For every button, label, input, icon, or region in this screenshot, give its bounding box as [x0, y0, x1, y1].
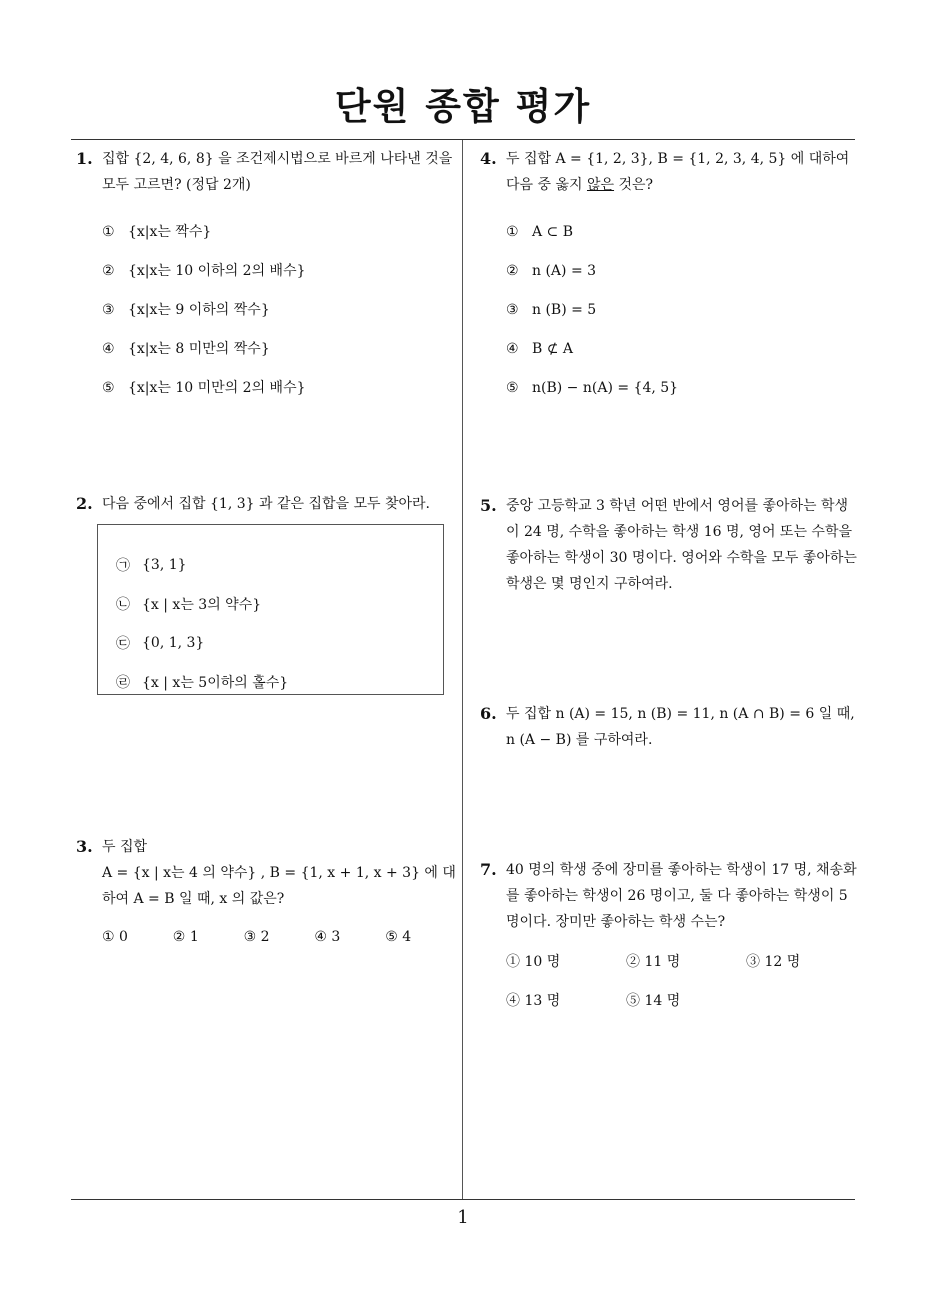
option[interactable]: [116, 623, 443, 662]
option[interactable]: [746, 949, 866, 975]
option-text: 13 명: [524, 993, 561, 1009]
option[interactable]: [102, 290, 456, 329]
question-text-continued: n (A − B) 를 구하여라.: [506, 732, 653, 748]
option[interactable]: [385, 924, 456, 950]
option-mark: ⑤: [506, 379, 519, 396]
question-number: 2.: [76, 494, 93, 513]
option-mark: ⑤: [102, 379, 115, 396]
option-text: {x | x는 3의 약수}: [142, 596, 262, 613]
page-title: 단원 종합 평가: [334, 85, 592, 128]
option[interactable]: [116, 662, 443, 701]
choice-box: [97, 524, 444, 695]
question-number: 5.: [480, 496, 497, 515]
option-mark: ③: [102, 301, 115, 318]
option[interactable]: [173, 924, 244, 950]
option-text: A ⊂ B: [532, 223, 574, 240]
option-mark: ①: [506, 223, 519, 240]
option-mark: ④: [102, 340, 115, 357]
option-mark: ③: [506, 301, 519, 318]
question-number: 1.: [76, 149, 93, 168]
option[interactable]: [102, 368, 456, 407]
option-mark: ㉠: [116, 557, 130, 574]
option[interactable]: [506, 251, 860, 290]
question-2: [76, 491, 456, 517]
option[interactable]: [626, 988, 746, 1014]
option-text: {x|x는 짝수}: [128, 223, 212, 240]
option-text: 10 명: [524, 954, 561, 970]
question-1: [76, 146, 456, 407]
option-text: {x|x는 10 이하의 2의 배수}: [128, 262, 306, 279]
option-text: 0: [119, 929, 128, 945]
question-3: [76, 834, 456, 950]
text-part: 것은?: [614, 177, 654, 193]
option-text: 12 명: [764, 954, 801, 970]
option[interactable]: [506, 988, 626, 1014]
question-4: [480, 146, 860, 407]
question-7: [480, 857, 860, 1014]
option-list: [480, 212, 860, 407]
option[interactable]: [506, 329, 860, 368]
underlined-word: 않은: [586, 177, 615, 193]
question-number: 4.: [480, 149, 497, 168]
option-text: 2: [260, 929, 270, 945]
question-6: [480, 701, 860, 753]
option-mark: ④: [314, 929, 327, 945]
option-mark: ②: [172, 929, 186, 945]
question-text: 다음 중에서 집합 {1, 3} 과 같은 집합을 모두 찾아라.: [102, 496, 431, 512]
question-text: 40 명의 학생 중에 장미를 좋아하는 학생이 17 명, 채송화를 좋아하는 학생이 26 명이고, 둘 다 좋아하는 학생이 5 명이다. 장미만 좋아하는 학생 수는?: [506, 862, 857, 930]
option-text: {0, 1, 3}: [142, 634, 205, 651]
question-text: 집합 {2, 4, 6, 8} 을 조건제시법으로 바르게 나타낸 것을 모두 고르면? (정답 2개): [102, 151, 453, 193]
page-number: 1: [457, 1207, 469, 1228]
question-number: 7.: [480, 860, 497, 879]
option-text: 4: [402, 929, 412, 945]
option-text: {x | x는 5이하의 홀수}: [142, 674, 289, 691]
option[interactable]: [506, 949, 626, 975]
option-mark: ③: [746, 954, 760, 970]
question-number: 6.: [480, 704, 497, 723]
option[interactable]: [244, 924, 315, 950]
option-text: n (B) = 5: [532, 301, 597, 318]
option[interactable]: [506, 212, 860, 251]
top-rule: [71, 139, 855, 140]
option-mark: ㉣: [116, 674, 130, 691]
question-text: 두 집합 n (A) = 15, n (B) = 11, n (A ∩ B) = 6 일 때,: [506, 706, 855, 722]
option-mark: ④: [506, 340, 519, 357]
option[interactable]: [626, 949, 746, 975]
option[interactable]: [116, 584, 443, 623]
question-text-continued: [480, 172, 860, 198]
column-divider: [462, 140, 463, 1200]
option-mark: ②: [102, 262, 115, 279]
option-text: n (A) = 3: [532, 262, 597, 279]
option[interactable]: [102, 212, 456, 251]
option-text: B ⊄ A: [532, 340, 574, 357]
option[interactable]: [506, 368, 860, 407]
option-mark: ④: [506, 993, 520, 1009]
option-mark: ①: [102, 929, 115, 945]
option-text: {3, 1}: [142, 556, 187, 573]
bottom-rule: [71, 1199, 855, 1200]
option-mark: ㉢: [116, 635, 130, 652]
option-mark: ③: [243, 929, 257, 945]
option[interactable]: [102, 924, 173, 950]
option-list: [76, 212, 456, 407]
question-text: 중앙 고등학교 3 학년 어떤 반에서 영어를 좋아하는 학생이 24 명, 수학을 좋아하는 학생 16 명, 영어 또는 수학을 좋아하는 학생이 30 명이다. 영어와 수학을 모두 좋아하는 학생은 몇 명인지 구하여라.: [506, 498, 857, 592]
text-part: 다음 중 옳지: [506, 177, 587, 193]
question-text: 두 집합: [102, 839, 148, 855]
option[interactable]: [506, 290, 860, 329]
option-list: [480, 949, 860, 1014]
option-text: {x|x는 10 미만의 2의 배수}: [128, 379, 306, 396]
option-text: 14 명: [644, 993, 681, 1009]
question-number: 3.: [76, 837, 93, 856]
option-mark: ①: [102, 223, 115, 240]
option-mark: ①: [506, 954, 520, 970]
option-text: 11 명: [644, 954, 681, 970]
option-text: {x|x는 9 이하의 짝수}: [128, 301, 270, 318]
option-mark: ⑤: [626, 993, 640, 1009]
option-text: 3: [331, 929, 341, 945]
option[interactable]: [102, 329, 456, 368]
option-mark: ㉡: [116, 596, 130, 613]
option-text: {x|x는 8 미만의 짝수}: [128, 340, 270, 357]
option[interactable]: [102, 251, 456, 290]
option[interactable]: [116, 545, 443, 584]
option-mark: ②: [626, 954, 640, 970]
option-mark: ②: [506, 262, 519, 279]
option-text: n(B) − n(A) = {4, 5}: [532, 379, 679, 396]
question-text-continued: A = {x | x는 4 의 약수} , B = {1, x + 1, x + 3} 에 대하여 A = B 일 때, x 의 값은?: [102, 865, 456, 907]
question-text: 두 집합 A = {1, 2, 3}, B = {1, 2, 3, 4, 5} 에 대하여: [506, 151, 850, 167]
option[interactable]: [314, 924, 385, 950]
option-text: 1: [189, 929, 199, 945]
question-5: [480, 493, 860, 597]
option-mark: ⑤: [385, 929, 398, 945]
option-list: [76, 924, 456, 950]
